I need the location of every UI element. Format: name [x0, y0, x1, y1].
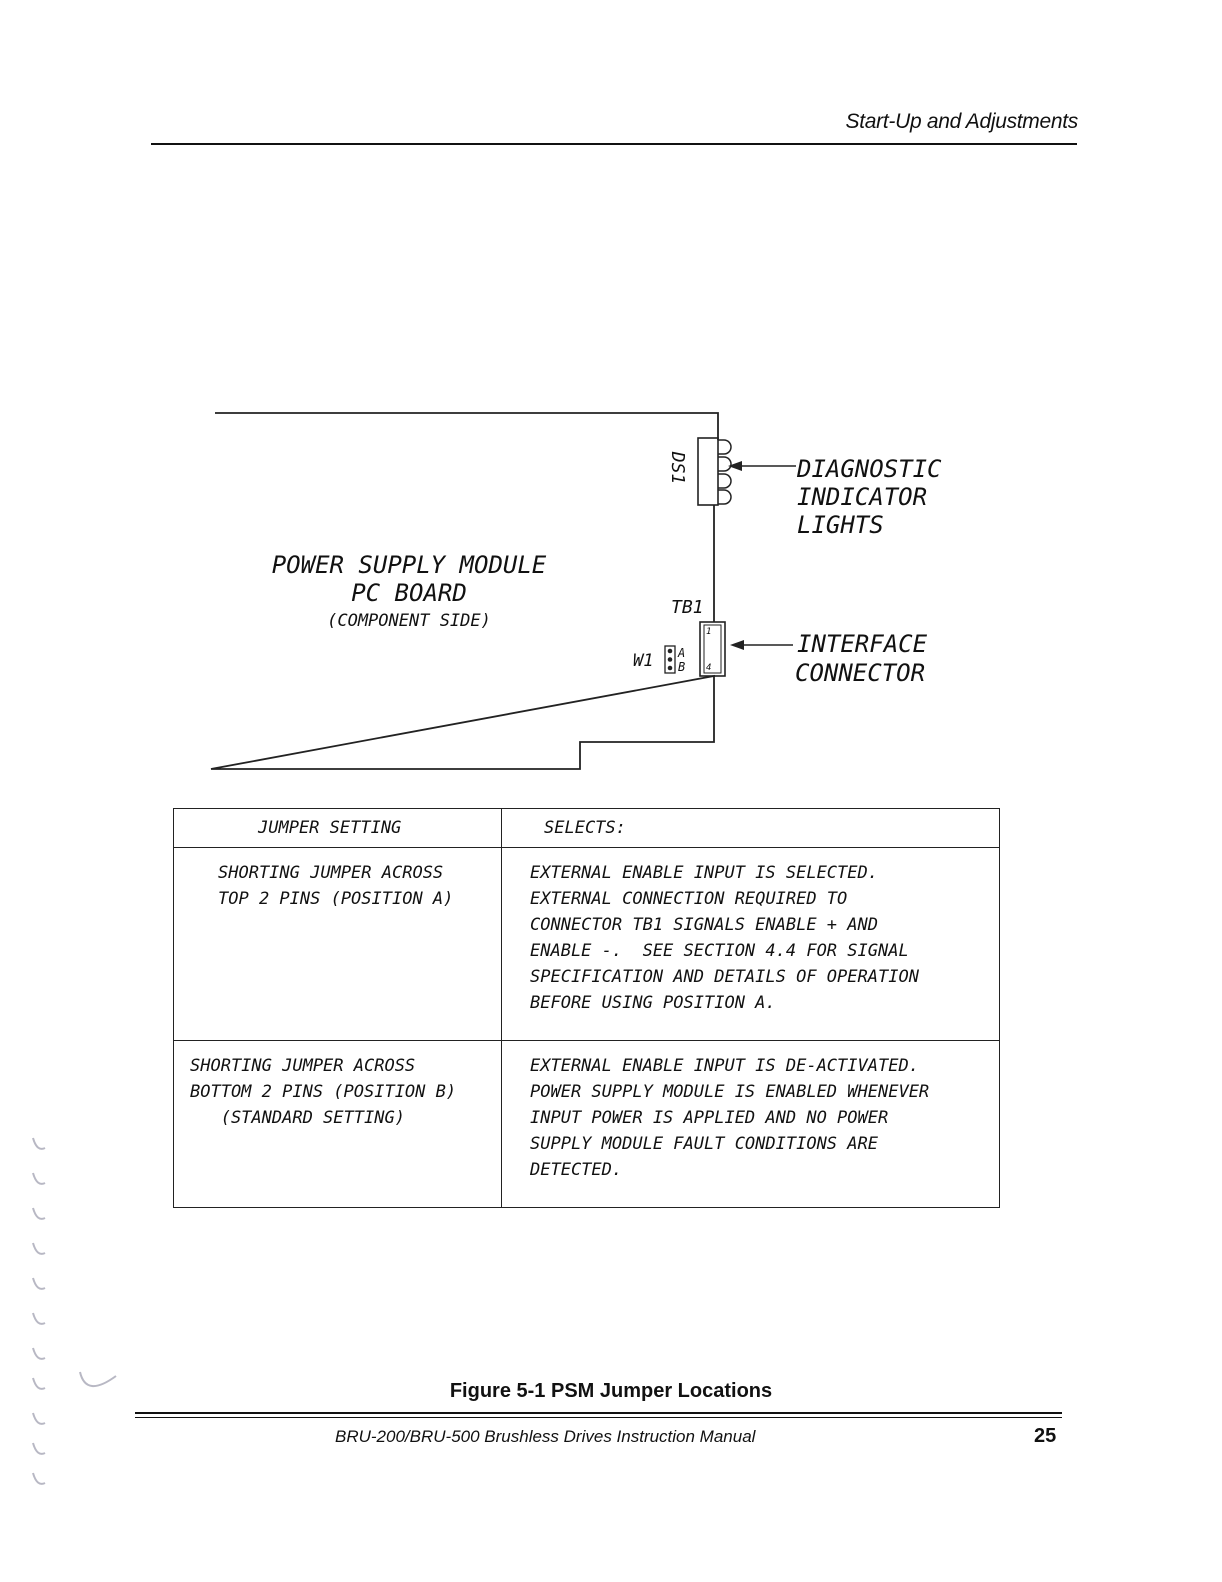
ds1-label: DS1	[667, 451, 688, 485]
connector-callout-arrow	[730, 640, 793, 650]
table-row	[174, 1041, 1000, 1208]
figure-caption: Figure 5-1 PSM Jumper Locations	[449, 1380, 773, 1402]
setting-position-b: SHORTING JUMPER ACROSS BOTTOM 2 PINS (POSITION B) (STANDARD SETTING)	[174, 1041, 502, 1208]
header-jumper-setting: JUMPER SETTING	[174, 809, 502, 848]
callout-connector-line2: CONNECTOR	[795, 659, 926, 687]
table-header-row	[174, 809, 1000, 848]
footer-rule-thin	[135, 1417, 1062, 1418]
binder-hole-marks	[0, 0, 130, 1582]
callout-lights-line3: LIGHTS	[797, 511, 884, 539]
tb1-pin-top: 1	[706, 627, 712, 637]
footer-rule	[135, 1412, 1062, 1414]
callout-connector-line1: INTERFACE	[797, 630, 928, 658]
footer-manual-title: BRU-200/BRU-500 Brushless Drives Instruction Manual	[335, 1427, 756, 1446]
board-subtitle: (COMPONENT SIDE)	[327, 611, 491, 631]
selects-position-a: EXTERNAL ENABLE INPUT IS SELECTED. EXTERNAL CONNECTION REQUIRED TO CONNECTOR TB1 SIGNALS ENABLE + AND ENABLE -. SEE SECTION 4.4 FOR SIGNAL SPECIFICATION AND DETAILS OF OPERATION BEFORE USING POSITION A.	[502, 848, 1000, 1041]
w1-label: W1	[633, 651, 654, 671]
board-title-line1: POWER SUPPLY MODULE	[271, 551, 547, 579]
lights-callout-arrow	[728, 461, 796, 471]
callout-lights-line1: DIAGNOSTIC	[797, 455, 942, 483]
w1-jumper	[665, 646, 675, 673]
w1-pos-b: B	[678, 660, 686, 674]
selects-position-b: EXTERNAL ENABLE INPUT IS DE-ACTIVATED. POWER SUPPLY MODULE IS ENABLED WHENEVER INPUT POWER IS APPLIED AND NO POWER SUPPLY MODULE FAULT CONDITIONS ARE DETECTED.	[502, 1041, 1000, 1208]
tb1-pin-bottom: 4	[706, 663, 712, 673]
header-selects: SELECTS:	[502, 809, 1000, 848]
callout-lights-line2: INDICATOR	[797, 483, 928, 511]
table-row	[174, 848, 1000, 1041]
w1-pos-a: A	[678, 646, 686, 660]
ds1-indicator-lights	[698, 438, 731, 505]
board-title-line2: PC BOARD	[351, 579, 467, 607]
tb1-label: TB1	[671, 597, 704, 618]
setting-position-a: SHORTING JUMPER ACROSS TOP 2 PINS (POSITION A)	[174, 848, 502, 1041]
page-number: 25	[1034, 1425, 1057, 1447]
tb1-connector	[700, 622, 725, 676]
running-header: Start-Up and Adjustments	[845, 110, 1078, 133]
jumper-settings-table	[173, 808, 1000, 1208]
